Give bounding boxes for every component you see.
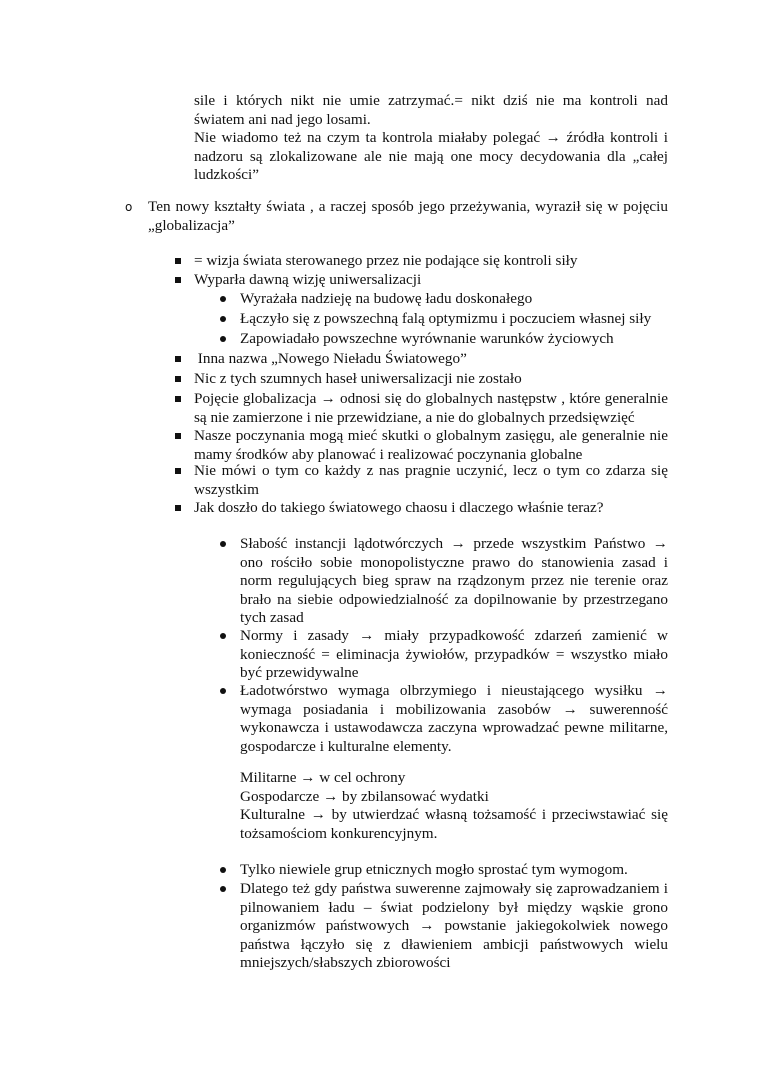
- list-item: [240, 682, 668, 756]
- text-line: Militarne → w cel ochrony: [240, 769, 406, 786]
- square-bullet-icon: [175, 468, 181, 474]
- text-line: Nasze poczynania mogą mieć skutki o globalnym zasięgu, ale generalnie nie: [194, 427, 668, 444]
- list-item: [240, 627, 668, 683]
- text-line: konieczność = eliminacja żywiołów, przypadków = wszystko miało: [240, 645, 668, 663]
- list-item: [194, 427, 668, 464]
- list-item: [240, 330, 668, 349]
- text-line: tożsamościom konkurencyjnym.: [240, 824, 438, 842]
- square-bullet-icon: [175, 433, 181, 439]
- list-item: [194, 252, 668, 271]
- text-line: ono rościło sobie monopolistyczne prawo do stanowienia zasad i: [240, 553, 668, 571]
- text-line: być przewidywalne: [240, 664, 359, 682]
- circle-bullet-icon: o: [125, 200, 133, 214]
- text-line: mamy środków aby planować i realizować poczynania globalne: [194, 445, 583, 463]
- round-bullet-icon: [220, 541, 226, 547]
- text-line: brało na siebie odpowiedzialność za dopilnowanie by przestrzegano: [240, 590, 668, 608]
- list-item: [240, 880, 668, 973]
- text-line: Jak doszło do takiego światowego chaosu i dlaczego właśnie teraz?: [194, 499, 604, 516]
- text-line: wymaga posiadania i mobilizowania zasobów → suwerenność: [240, 700, 668, 718]
- text-line: organizmów państwowych → powstanie jakiegokolwiek nowego: [240, 917, 668, 935]
- round-bullet-icon: [220, 867, 226, 873]
- text-line: nadzoru są zlokalizowane ale nie mają one mocy decydowania dla „całej: [194, 147, 668, 165]
- text-line: Ładotwórstwo wymaga olbrzymiego i nieustającego wysiłku →: [240, 682, 668, 699]
- text-line: sile i których nikt nie umie zatrzymać.= nikt dziś nie ma kontroli nad: [194, 92, 668, 109]
- text-line: Inna nazwa „Nowego Nieładu Światowego”: [194, 350, 467, 367]
- list-item: [240, 310, 668, 329]
- text-line: = wizja świata sterowanego przez nie podające się kontroli siły: [194, 252, 578, 269]
- round-bullet-icon: [220, 688, 226, 694]
- square-bullet-icon: [175, 376, 181, 382]
- round-bullet-icon: [220, 633, 226, 639]
- text-line: Tylko niewiele grup etnicznych mogło sprostać tym wymogom.: [240, 861, 628, 878]
- section-paragraph: [148, 198, 668, 235]
- text-line: Nie wiadomo też na czym ta kontrola miałaby polegać → źródła kontroli i: [194, 129, 668, 147]
- text-line: ludzkości”: [194, 166, 259, 184]
- square-bullet-icon: [175, 396, 181, 402]
- text-line: Nie mówi o tym co każdy z nas pragnie uczynić, lecz o tym co zdarza się: [194, 462, 668, 479]
- text-line: Słabość instancji lądotwórczych → przede wszystkim Państwo →: [240, 535, 668, 552]
- text-line: Pojęcie globalizacja → odnosi się do globalnych następstw , które generalnie: [194, 390, 668, 407]
- elements-paragraph: [240, 769, 668, 843]
- list-item: [194, 370, 668, 389]
- text-line: wszystkim: [194, 480, 259, 498]
- round-bullet-icon: [220, 886, 226, 892]
- list-item: [240, 290, 668, 309]
- list-item: [240, 535, 668, 628]
- text-line: tych zasad: [240, 609, 304, 627]
- text-line: państwa łączyło się z dławieniem ambicji państwowych wielu: [240, 935, 668, 953]
- square-bullet-icon: [175, 356, 181, 362]
- square-bullet-icon: [175, 258, 181, 264]
- list-item: [240, 861, 668, 880]
- text-line: Dlatego też gdy państwa suwerenne zajmowały się zaprowadzaniem i: [240, 880, 668, 897]
- text-line: gospodarcze i kulturalne elementy.: [240, 737, 452, 755]
- text-line: mniejszych/słabszych zbiorowości: [240, 954, 451, 972]
- text-line: światem ani nad jego losami.: [194, 110, 371, 128]
- text-line: Wyrażała nadzieję na budowę ładu doskonałego: [240, 290, 533, 307]
- list-item: [194, 350, 668, 369]
- text-line: norm regulujących bieg spraw na rządzonym przez nie terenie oraz: [240, 572, 668, 590]
- text-line: Łączyło się z powszechną falą optymizmu i poczuciem własnej siły: [240, 310, 652, 327]
- round-bullet-icon: [220, 296, 226, 302]
- intro-paragraph: [194, 92, 668, 185]
- text-line: pilnowaniem ładu – świat podzielony był między wąskie grono: [240, 898, 668, 916]
- text-line: Wyparła dawną wizję uniwersalizacji: [194, 271, 422, 288]
- text-line: „globalizacja”: [148, 216, 235, 234]
- round-bullet-icon: [220, 316, 226, 322]
- text-line: Normy i zasady → miały przypadkowość zdarzeń zamienić w: [240, 627, 668, 644]
- list-item: [194, 462, 668, 499]
- text-line: Kulturalne → by utwierdzać własną tożsamość i przeciwstawiać się: [240, 806, 668, 824]
- square-bullet-icon: [175, 505, 181, 511]
- text-line: Gospodarcze → by zbilansować wydatki: [240, 787, 489, 805]
- text-line: są nie zamierzone i nie przewidziane, a nie do globalnych przedsięwzięć: [194, 408, 635, 426]
- list-item: [194, 499, 668, 518]
- round-bullet-icon: [220, 336, 226, 342]
- text-line: wykonawcza i ustawodawcza zaczyna wprowadzać pewne militarne,: [240, 719, 668, 737]
- text-line: Nic z tych szumnych haseł uniwersalizacji nie zostało: [194, 370, 522, 387]
- text-line: Zapowiadało powszechne wyrównanie warunków życiowych: [240, 330, 614, 347]
- text-line: Ten nowy kształty świata , a raczej sposób jego przeżywania, wyraził się w pojęciu: [148, 198, 668, 215]
- list-item: [194, 271, 668, 290]
- square-bullet-icon: [175, 277, 181, 283]
- list-item: [194, 390, 668, 427]
